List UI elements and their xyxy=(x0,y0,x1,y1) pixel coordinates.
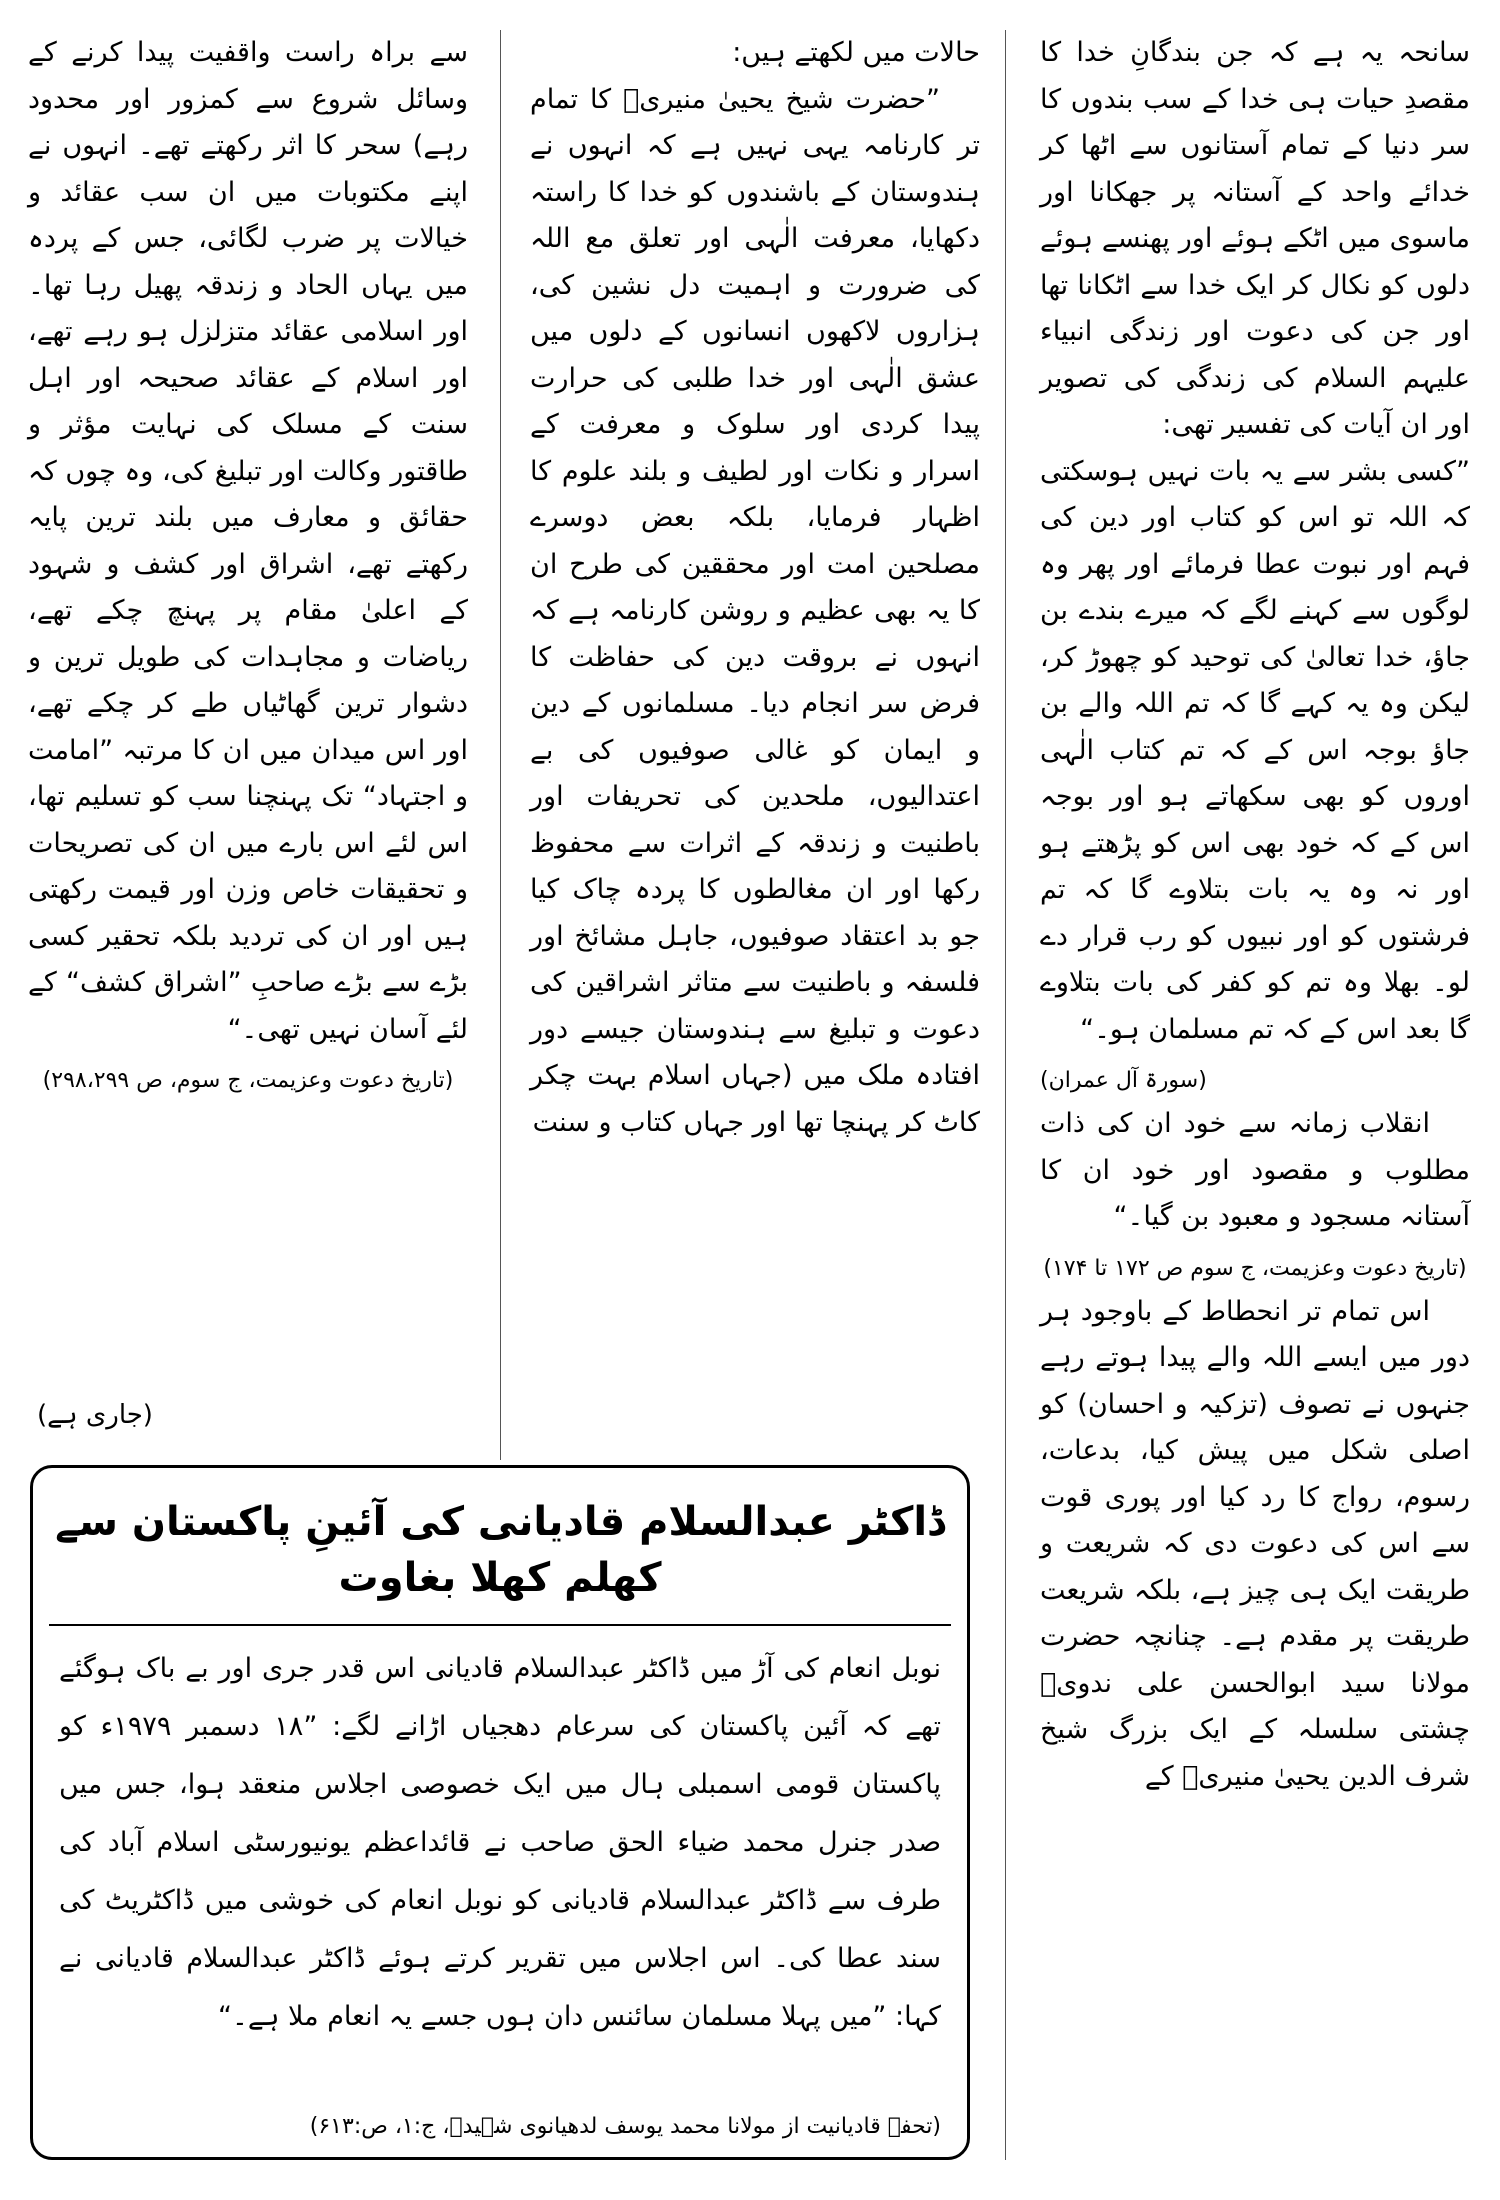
boxed-article xyxy=(30,1465,970,2160)
article-source: (تحفۂ قادیانیت از مولانا محمد یوسف لدھیانوی شہیدؒ، ج:۱، ص:۶۱۳) xyxy=(309,2114,941,2139)
column-right xyxy=(1040,30,1470,1800)
column-left xyxy=(28,30,468,1101)
column-middle xyxy=(530,30,980,1146)
citation: (سورۃ آل عمران) xyxy=(1040,1068,1207,1093)
article-body: نوبل انعام کی آڑ میں ڈاکٹر عبدالسلام قادیانی اس قدر جری اور بے باک ہوگئے تھے کہ آئین پاکستان کی سرعام دھجیاں اڑانے لگے: ”۱۸ دسمبر ۱۹۷۹ء کو پاکستان قومی اسمبلی ہال میں ایک خصوصی اجلاس منعقد ہوا، جس میں صدر جنرل محمد ضیاء الحق صاحب نے قائداعظم یونیورسٹی اسلام آباد کی طرف سے ڈاکٹر عبدالسلام قادیانی کو نوبل انعام کی خوشی میں ڈاکٹریٹ کی سند عطا کی۔ اس اجلاس میں تقریر کرتے ہوئے ڈاکٹر عبدالسلام قادیانی نے کہا: ”میں پہلا مسلمان سائنس دان ہوں جسے یہ انعام ملا ہے۔“ xyxy=(59,1653,941,2032)
paragraph: سانحہ یہ ہے کہ جن بندگانِ خدا کا مقصدِ حیات ہی خدا کے سب بندوں کا سر دنیا کے تمام آستانوں سے اٹھا کر خدائے واحد کے آستانہ پر جھکانا اور ماسوی میں اٹکے ہوئے اور پھنسے ہوئے دلوں کو نکال کر ایک خدا سے اٹکانا تھا اور جن کی دعوت اور زندگی انبیاء علیہم السلام کی زندگی کی تصویر اور ان آیات کی تفسیر تھی: xyxy=(1040,37,1470,440)
continued-note: (جاری ہے) xyxy=(37,1400,153,1430)
paragraph: سے براہ راست واقفیت پیدا کرنے کے وسائل شروع سے کمزور اور محدود رہے) سحر کا اثر رکھتے تھے۔ انہوں نے اپنے مکتوبات میں ان سب عقائد و خیالات پر ضرب لگائی، جس کے پردہ میں یہاں الحاد و زندقہ پھیل رہا تھا۔ اور اسلامی عقائد متزلزل ہو رہے تھے، اور اسلام کے عقائد صحیحہ اور اہل سنت کے مسلک کی نہایت مؤثر و طاقتور وکالت اور تبلیغ کی، وہ چوں کہ حقائق و معارف میں بلند ترین پایہ رکھتے تھے، اشراق اور کشف و شہود کے اعلیٰ مقام پر پہنچ چکے تھے، ریاضات و مجاہدات کی طویل ترین و دشوار ترین گھاٹیاں طے کر چکے تھے، اور اس میدان میں ان کا مرتبہ ”امامت و اجتہاد“ تک پہنچنا سب کو تسلیم تھا، اس لئے اس بارے میں ان کی تصریحات و تحقیقات خاص وزن اور قیمت رکھتی ہیں اور ان کی تردید بلکہ تحقیر کسی بڑے سے بڑے صاحبِ ”اشراق کشف“ کے لئے آسان نہیں تھی۔“ xyxy=(28,37,468,1045)
paragraph: حالات میں لکھتے ہیں: xyxy=(732,37,980,68)
paragraph: انقلاب زمانہ سے خود ان کی ذات مطلوب و مقصود اور خود ان کا آستانہ مسجود و معبود بن گیا۔“ xyxy=(1040,1108,1470,1232)
quoted-verse-translation: ”کسی بشر سے یہ بات نہیں ہوسکتی کہ اللہ تو اس کو کتاب اور دین کی فہم اور نبوت عطا فرمائے اور پھر وہ لوگوں سے کہنے لگے کہ میرے بندے بن جاؤ، خدا تعالیٰ کی توحید کو چھوڑ کر، لیکن وہ یہ کہے گا کہ تم اللہ والے بن جاؤ بوجہ اس کے کہ تم کتاب الٰہی اوروں کو بھی سکھاتے ہو اور بوجہ اس کے کہ خود بھی اس کو پڑھتے ہو اور نہ وہ یہ بات بتلاوے گا کہ تم فرشتوں کو اور نبیوں کو رب قرار دے لو۔ بھلا وہ تم کو کفر کی بات بتلاوے گا بعد اس کے کہ تم مسلمان ہو۔“ xyxy=(1040,455,1470,1045)
column-divider xyxy=(500,30,501,1460)
citation: (تاریخ دعوت وعزیمت، ج سوم، ص ۲۹۸،۲۹۹) xyxy=(42,1068,454,1093)
citation: (تاریخ دعوت وعزیمت، ج سوم ص ۱۷۲ تا ۱۷۴) xyxy=(1043,1255,1467,1281)
column-divider xyxy=(1005,30,1006,2160)
paragraph: اس تمام تر انحطاط کے باوجود ہر دور میں ایسے اللہ والے پیدا ہوتے رہے جنہوں نے تصوف (تزکیہ و احسان) کو اصلی شکل میں پیش کیا، بدعات، رسوم، رواج کا رد کیا اور پوری قوت سے اس کی دعوت دی کہ شریعت و طریقت ایک ہی چیز ہے، بلکہ شریعت طریقت پر مقدم ہے۔ چنانچہ حضرت مولانا سید ابوالحسن علی ندویؒ چشتی سلسلہ کے ایک بزرگ شیخ شرف الدین یحییٰ منیریؒ کے xyxy=(1040,1295,1470,1792)
article-headline: ڈاکٹر عبدالسلام قادیانی کی آئینِ پاکستان سے کھلم کھلا بغاوت xyxy=(55,1499,945,1601)
quoted-passage: ”حضرت شیخ یحییٰ منیریؒ کا تمام تر کارنامہ یہی نہیں ہے کہ انہوں نے ہندوستان کے باشندوں کو خدا کا راستہ دکھایا، معرفت الٰہی اور تعلق مع اللہ کی ضرورت و اہمیت دل نشین کی، ہزاروں لاکھوں انسانوں کے دلوں میں عشق الٰہی اور خدا طلبی کی حرارت پیدا کردی اور سلوک و معرفت کے اسرار و نکات اور لطیف و بلند علوم کا اظہار فرمایا، بلکہ بعض دوسرے مصلحین امت اور محققین کی طرح ان کا یہ بھی عظیم و روشن کارنامہ ہے کہ انہوں نے بروقت دین کی حفاظت کا فرض سر انجام دیا۔ مسلمانوں کے دین و ایمان کو غالی صوفیوں کی بے اعتدالیوں، ملحدین کی تحریفات اور باطنیت و زندقہ کے اثرات سے محفوظ رکھا اور ان مغالطوں کا پردہ چاک کیا جو بد اعتقاد صوفیوں، جاہل مشائخ اور فلسفہ و باطنیت سے متاثر اشراقین کی دعوت و تبلیغ سے ہندوستان جیسے دور افتادہ ملک میں (جہاں اسلام بہت چکر کاٹ کر پہنچا تھا اور جہاں کتاب و سنت xyxy=(530,83,980,1138)
